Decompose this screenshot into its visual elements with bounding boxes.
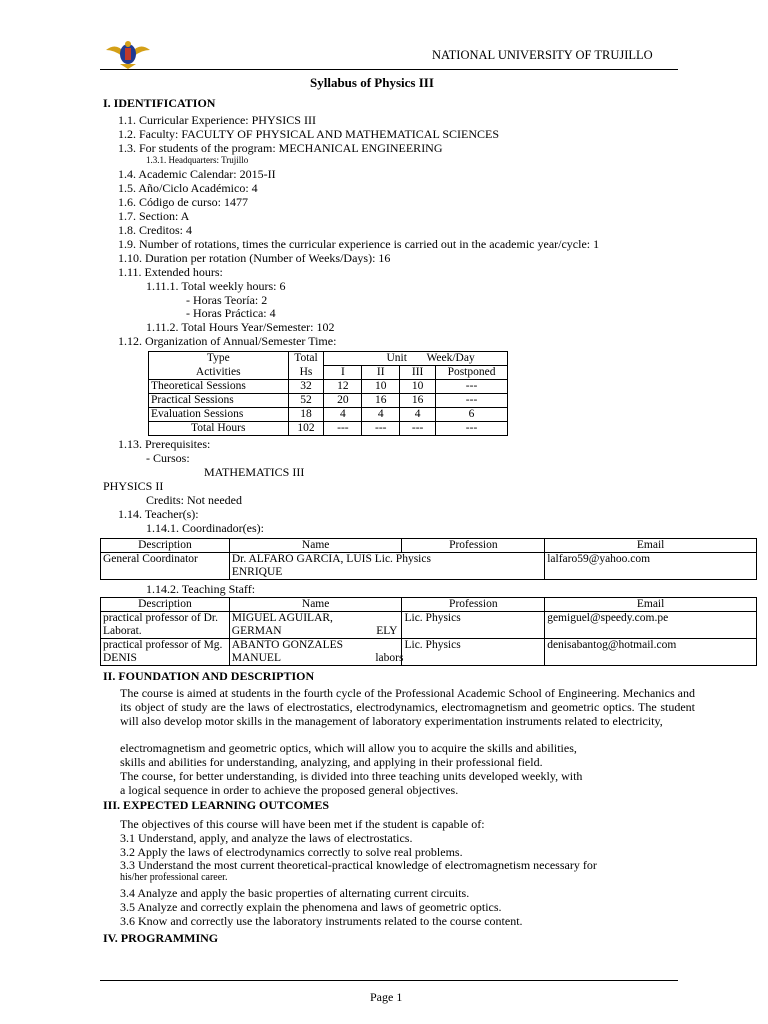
id-line: 1.3. For students of the program: MECHANICAL ENGINEERING	[118, 141, 443, 155]
id-line: - Horas Práctica: 4	[186, 306, 276, 320]
section-heading-foundation: II. FOUNDATION AND DESCRIPTION	[103, 669, 315, 683]
header-type: Type	[149, 352, 289, 366]
col-description: Description	[101, 539, 230, 553]
teaching-staff-table	[100, 597, 757, 666]
cell-unit-ii: 16	[362, 394, 400, 408]
coordinator-table	[100, 538, 757, 580]
outcomes-intro: The objectives of this course will have been met if the student is capable of:	[120, 817, 485, 831]
staff-email: gemiguel@speedy.com.pe	[545, 612, 757, 639]
col-description: Description	[101, 598, 230, 612]
id-line: - Horas Teoría: 2	[186, 293, 268, 307]
id-line: 1.9. Number of rotations, times the curricular experience is carried out in the academic year/cycle: 1	[118, 237, 600, 251]
table-row	[149, 422, 508, 436]
section-heading-outcomes: III. EXPECTED LEARNING OUTCOMES	[103, 798, 330, 812]
section-heading-programming: IV. PROGRAMMING	[103, 931, 219, 945]
staff-description-line: practical professor of Dr.	[103, 612, 218, 624]
staff-name	[229, 612, 402, 639]
prerequisites-label: 1.13. Prerequisites:	[118, 437, 211, 451]
cell-unit-i: 20	[324, 394, 362, 408]
header-unit: Unit	[386, 352, 407, 364]
col-email: Email	[545, 539, 757, 553]
foundation-paragraph: The course is aimed at students in the fourth cycle of the Professional Academic School of Engineering. Mechanics and its object of study are the laws of electrostatics, electrodynamics, electromagnetism and geometric optics. The student will also develop motor skills in the management of laboratory experimentation instruments related to electricity,	[120, 686, 695, 728]
prerequisite-math: MATHEMATICS III	[204, 465, 305, 479]
staff-profession: Lic. Physics	[402, 639, 545, 666]
coordinator-email: lalfaro59@yahoo.com	[545, 553, 757, 580]
id-line-small: 1.3.1. Headquarters: Trujillo	[146, 155, 249, 165]
coordinator-name-line: Dr. ALFARO GARCIA, LUIS Lic. Physics	[231, 553, 431, 565]
cell-total: 52	[288, 394, 324, 408]
cell-unit-iii: 4	[400, 408, 436, 422]
outcome-item: 3.2 Apply the laws of electrodynamics correctly to solve real problems.	[120, 845, 463, 859]
outcome-item: 3.3 Understand the most current theoretical-practical knowledge of electromagnetism necessary for	[120, 858, 597, 872]
col-name: Name	[229, 598, 402, 612]
header-postponed: Postponed	[436, 366, 508, 380]
cell-total: 102	[288, 422, 324, 436]
table-row	[101, 612, 757, 639]
table-row	[149, 408, 508, 422]
table-header-row	[101, 539, 757, 553]
id-line: 1.8. Creditos: 4	[118, 223, 192, 237]
coordinator-description: General Coordinator	[101, 553, 230, 580]
outcome-item: 3.5 Analyze and correctly explain the phenomena and laws of geometric optics.	[120, 900, 502, 914]
id-line: 1.1. Curricular Experience: PHYSICS III	[118, 113, 316, 127]
outcome-item-continuation: his/her professional career.	[120, 872, 228, 883]
cell-activity: Evaluation Sessions	[149, 408, 289, 422]
cell-postponed: ---	[436, 394, 508, 408]
cell-unit-iii: 10	[400, 380, 436, 394]
col-name: Name	[229, 539, 402, 553]
outcome-item: 3.1 Understand, apply, and analyze the laws of electrostatics.	[120, 831, 413, 845]
cursos-label: - Cursos:	[146, 451, 190, 465]
teachers-label: 1.14. Teacher(s):	[118, 507, 199, 521]
id-line: 1.5. Año/Ciclo Académico: 4	[118, 181, 258, 195]
cell-activity: Total Hours	[149, 422, 289, 436]
header-hs: Hs	[288, 366, 324, 380]
outcome-item: 3.4 Analyze and apply the basic properties of alternating current circuits.	[120, 886, 470, 900]
foundation-line: The course, for better understanding, is divided into three teaching units developed weekly, with	[120, 769, 583, 783]
staff-name-line: MANUEL	[231, 652, 281, 664]
page-number: Page 1	[370, 990, 403, 1004]
col-profession: Profession	[402, 539, 545, 553]
table-header-row	[149, 352, 508, 366]
staff-name-extra: labors	[375, 652, 404, 664]
cell-unit-ii: 4	[362, 408, 400, 422]
col-profession: Profession	[402, 598, 545, 612]
cell-activity: Theoretical Sessions	[149, 380, 289, 394]
table-row	[101, 553, 757, 580]
teaching-staff-label: 1.14.2. Teaching Staff:	[146, 582, 256, 596]
header-unit-i: I	[324, 366, 362, 380]
staff-name-extra: ELY	[376, 625, 398, 637]
id-line: 1.2. Faculty: FACULTY OF PHYSICAL AND MATHEMATICAL SCIENCES	[118, 127, 500, 141]
id-line: 1.11.2. Total Hours Year/Semester: 102	[146, 320, 335, 334]
id-line: 1.6. Código de curso: 1477	[118, 195, 248, 209]
table-header-row	[101, 598, 757, 612]
staff-profession: Lic. Physics	[402, 612, 545, 639]
section-heading-identification: I. IDENTIFICATION	[103, 96, 216, 110]
cell-unit-i: ---	[324, 422, 362, 436]
staff-description	[101, 612, 230, 639]
table-header-row	[149, 366, 508, 380]
foundation-line: skills and abilities for understanding, analyzing, and applying in their professional field.	[120, 755, 543, 769]
staff-name-line: MIGUEL AGUILAR,	[231, 612, 333, 624]
cell-postponed: 6	[436, 408, 508, 422]
cell-postponed: ---	[436, 380, 508, 394]
cell-activity: Practical Sessions	[149, 394, 289, 408]
cell-unit-i: 12	[324, 380, 362, 394]
cell-unit-ii: 10	[362, 380, 400, 394]
id-line: 1.12. Organization of Annual/Semester Time:	[118, 334, 337, 348]
staff-email: denisabantog@hotmail.com	[545, 639, 757, 666]
cell-unit-i: 4	[324, 408, 362, 422]
coordinator-name	[229, 553, 544, 580]
staff-description-line: practical professor of Mg.	[103, 639, 223, 651]
page-title: Syllabus of Physics III	[310, 75, 434, 90]
header-rule	[100, 69, 678, 70]
id-line: 1.4. Academic Calendar: 2015-II	[118, 167, 276, 181]
staff-description	[101, 639, 230, 666]
prerequisite-physics: PHYSICS II	[103, 479, 164, 493]
staff-description-line: DENIS	[103, 652, 137, 664]
header-unit-week	[324, 352, 508, 366]
coordinator-label: 1.14.1. Coordinador(es):	[146, 521, 264, 535]
table-row	[149, 394, 508, 408]
cell-unit-ii: ---	[362, 422, 400, 436]
footer-rule	[100, 980, 678, 981]
university-crest-icon	[104, 40, 152, 70]
staff-name-line: ABANTO GONZALES	[231, 639, 344, 651]
cell-postponed: ---	[436, 422, 508, 436]
col-email: Email	[545, 598, 757, 612]
cell-unit-iii: 16	[400, 394, 436, 408]
staff-name-line: GERMAN	[231, 625, 282, 637]
table-row	[101, 639, 757, 666]
cell-unit-iii: ---	[400, 422, 436, 436]
header-unit-ii: II	[362, 366, 400, 380]
header-total: Total	[288, 352, 324, 366]
id-line: 1.11.1. Total weekly hours: 6	[146, 279, 286, 293]
header-week-day: Week/Day	[426, 352, 475, 364]
id-line: 1.10. Duration per rotation (Number of Weeks/Days): 16	[118, 251, 391, 265]
header-unit-iii: III	[400, 366, 436, 380]
table-row	[149, 380, 508, 394]
outcome-item: 3.6 Know and correctly use the laboratory instruments related to the course content.	[120, 914, 523, 928]
credits-note: Credits: Not needed	[146, 493, 242, 507]
cell-total: 32	[288, 380, 324, 394]
staff-description-line: Laborat.	[103, 625, 142, 637]
university-name: NATIONAL UNIVERSITY OF TRUJILLO	[432, 48, 653, 62]
header-activities: Activities	[149, 366, 289, 380]
id-line: 1.11. Extended hours:	[118, 265, 223, 279]
staff-name	[229, 639, 402, 666]
cell-total: 18	[288, 408, 324, 422]
time-organization-table	[148, 351, 508, 436]
coordinator-name-line: ENRIQUE	[231, 566, 283, 578]
foundation-line: electromagnetism and geometric optics, which will allow you to acquire the skills and abilities,	[120, 741, 577, 755]
foundation-line: a logical sequence in order to achieve the proposed general objectives.	[120, 783, 459, 797]
id-line: 1.7. Section: A	[118, 209, 190, 223]
